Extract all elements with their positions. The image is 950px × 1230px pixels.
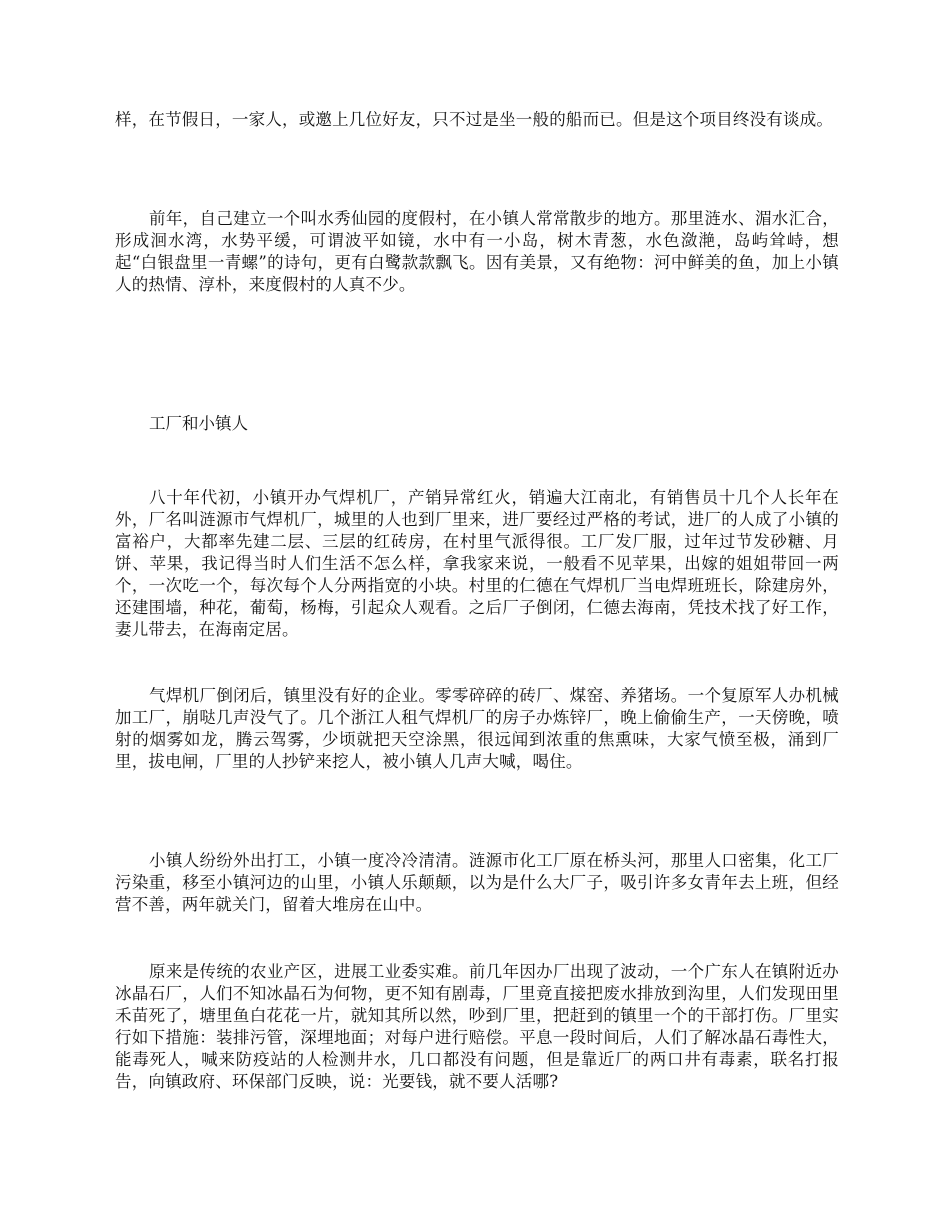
paragraph-chemical-plant: 小镇人纷纷外出打工，小镇一度冷冷清清。涟源市化工厂原在桥头河，那里人口密集，化工厂污染重，移至小镇河边的山里，小镇人乐颠颠，以为是什么大厂子，吸引许多女青年去上班，但经营不善，两年就关门，留着大堆房在山中。: [115, 851, 839, 914]
paragraph-resort: 前年，自己建立一个叫水秀仙园的度假村，在小镇人常常散步的地方。那里涟水、湄水汇合，形成洄水湾，水势平缓，可谓波平如镜，水中有一小岛，树木青葱，水色潋滟，岛屿耸峙，想起“白银盘里一青螺”的诗句，更有白鹭款款飘飞。因有美景，又有绝物：河中鲜美的鱼，加上小镇人的热情、淳朴，来度假村的人真不少。: [115, 209, 839, 294]
paragraph-cryolite-factory: 原来是传统的农业产区，进展工业委实难。前几年因办厂出现了波动，一个广东人在镇附近办冰晶石厂，人们不知冰晶石为何物，更不知有剧毒，厂里竟直接把废水排放到沟里，人们发现田里禾苗死了，塘里鱼白花花一片，就知其所以然，吵到厂里，把赶到的镇里一个的干部打伤。厂里实行如下措施：装排污管，深埋地面；对每户进行赔偿。平息一段时间后，人们了解冰晶石毒性大，能毒死人，喊来防疫站的人检测井水，几口都没有问题，但是靠近厂的两口井有毒素，联名打报告，向镇政府、环保部门反映，说：光要钱，就不要人活哪?: [115, 962, 839, 1091]
paragraph-welding-factory: 八十年代初，小镇开办气焊机厂，产销异常红火，销遍大江南北，有销售员十几个人长年在外，厂名叫涟源市气焊机厂，城里的人也到厂里来，进厂要经过严格的考试，进厂的人成了小镇的富裕户，大都率先建二层、三层的红砖房，在村里气派得很。工厂发厂服，过年过节发砂糖、月饼、苹果，我记得当时人们生活不怎么样，拿我家来说，一般看不见苹果，出嫁的姐姐带回一两个，一次吃一个，每次每个人分两指宽的小块。村里的仁德在气焊机厂当电焊班班长，除建房外，还建围墙，种花，葡萄，杨梅，引起众人观看。之后厂子倒闭，仁德去海南，凭技术找了好工作，妻儿带去，在海南定居。: [115, 488, 839, 639]
paragraph-after-closure: 气焊机厂倒闭后，镇里没有好的企业。零零碎碎的砖厂、煤窑、养猪场。一个复原军人办机械加工厂，崩哒几声没气了。几个浙江人租气焊机厂的房子办炼锌厂，晚上偷偷生产，一天傍晚，喷射的烟雾如龙，腾云驾雾，少顷就把天空涂黑，很远闻到浓重的焦熏味，大家气愤至极，涌到厂里，拔电闸，厂里的人抄铲来挖人，被小镇人几声大喊，喝住。: [115, 686, 839, 771]
section-heading: 工厂和小镇人: [149, 414, 248, 433]
paragraph-continuation: 样，在节假日，一家人，或邀上几位好友，只不过是坐一般的船而已。但是这个项目终没有谈成。: [115, 110, 834, 129]
